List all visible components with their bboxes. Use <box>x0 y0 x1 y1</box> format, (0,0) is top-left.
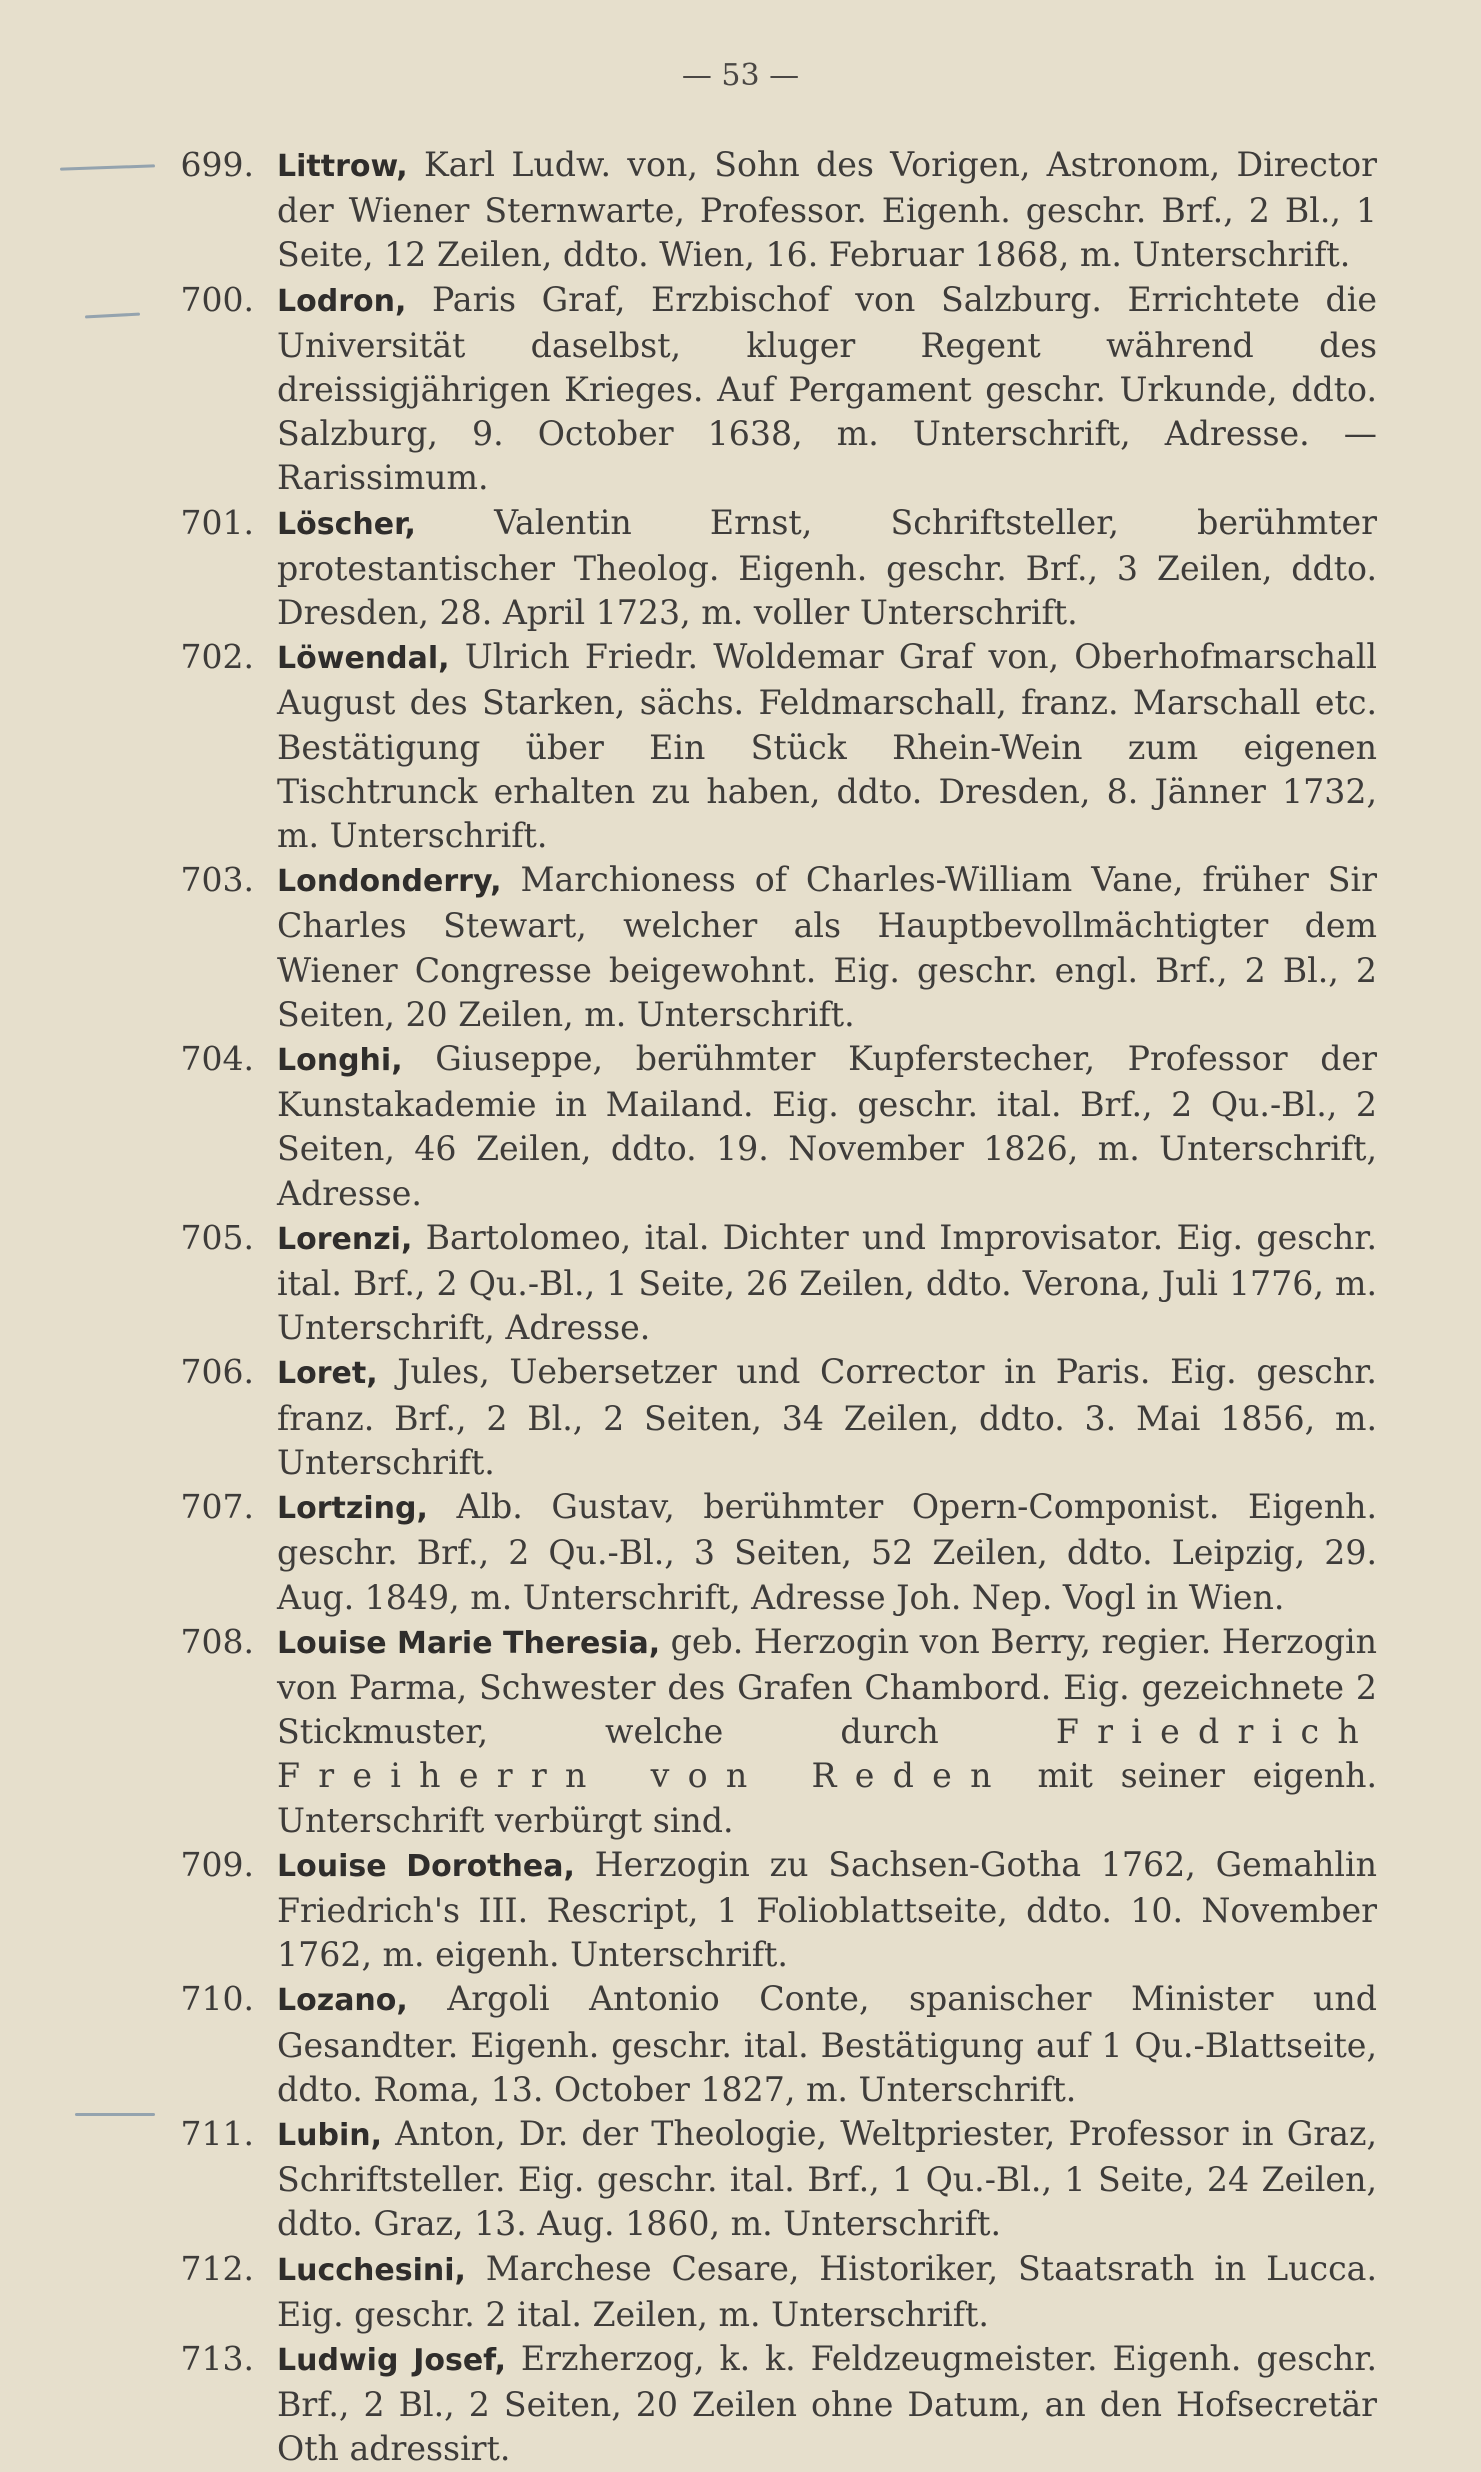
entry-number: 704. <box>180 1039 254 1079</box>
entry-text <box>277 858 1377 1037</box>
catalog-entry <box>180 635 1380 858</box>
entry-name: Lodron, <box>277 283 407 319</box>
entry-description: Argoli Antonio Conte, spanischer Minister und Gesandter. Eigenh. geschr. ital. Bestätigung auf 1 Qu.-Blattseite, ddto. Roma, 13. October 1827, m. Unterschrift. <box>277 1979 1377 2109</box>
entry-name: Löscher, <box>277 506 416 542</box>
entry-name: Löwendal, <box>277 641 450 677</box>
catalog-entry <box>180 1843 1380 1978</box>
entry-text <box>277 2247 1377 2337</box>
entry-name: Louise Dorothea, <box>277 1848 575 1884</box>
entry-description: Bartolomeo, ital. Dichter und Improvisator. Eig. geschr. ital. Brf., 2 Qu.-Bl., 1 Seite, 26 Zeilen, ddto. Verona, Juli 1776, m. Unterschrift, Adresse. <box>277 1217 1377 1348</box>
entry-text <box>277 1843 1377 1978</box>
entry-description: geb. Herzogin von Berry, regier. Herzogin von Parma, Schwester des Grafen Chambord. Eig. gezeichnete 2 Stickmuster, welche durch <box>277 1621 1377 1752</box>
entry-name: Ludwig Josef, <box>277 2342 506 2378</box>
entry-number: 708. <box>180 1621 254 1661</box>
entry-name: Longhi, <box>277 1043 403 1079</box>
entry-description-end: mit seiner eigenh. Unterschrift verbürgt sind. <box>277 1756 1378 1840</box>
entry-name: Lorenzi, <box>277 1221 413 1257</box>
entry-number: 709. <box>180 1844 254 1884</box>
entry-name: Lozano, <box>277 1983 408 2019</box>
entry-name: Lortzing, <box>277 1491 428 1527</box>
entry-text <box>277 278 1377 501</box>
entry-name: Loret, <box>277 1356 378 1392</box>
entry-text <box>277 635 1377 858</box>
entry-name: Londonderry, <box>277 864 502 900</box>
catalog-entries <box>180 143 1380 2472</box>
margin-pen-mark <box>75 2113 155 2116</box>
entry-description: Herzogin zu Sachsen-Gotha 1762, Gemahlin Friedrich's III. Rescript, 1 Folioblattseite, ddto. 10. November 1762, m. eigenh. Unterschrift. <box>277 1844 1377 1975</box>
entry-description: Marchese Cesare, Historiker, Staatsrath in Lucca. Eig. geschr. 2 ital. Zeilen, m. Unterschrift. <box>277 2248 1377 2334</box>
entry-number: 701. <box>180 502 254 542</box>
entry-text <box>277 1350 1377 1485</box>
entry-description: Anton, Dr. der Theologie, Weltpriester, Professor in Graz, Schriftsteller. Eig. geschr. ital. Brf., 1 Qu.-Bl., 1 Seite, 24 Zeilen, ddto. Graz, 13. Aug. 1860, m. Unterschrift. <box>277 2113 1377 2244</box>
catalog-entry <box>180 2112 1380 2247</box>
margin-pen-mark <box>60 164 155 170</box>
entry-name: Lucchesini, <box>277 2252 466 2288</box>
entry-number: 713. <box>180 2338 254 2378</box>
entry-text <box>277 1037 1377 1216</box>
catalog-entry <box>180 143 1380 278</box>
entry-number: 711. <box>180 2113 254 2153</box>
entry-number: 700. <box>180 279 254 319</box>
entry-text <box>277 1216 1377 1351</box>
entry-name: Lubin, <box>277 2117 382 2153</box>
margin-pen-mark <box>85 313 140 319</box>
catalog-entry <box>180 858 1380 1037</box>
entry-number: 710. <box>180 1979 254 2019</box>
entry-number: 703. <box>180 860 254 900</box>
entry-number: 702. <box>180 637 254 677</box>
entry-number: 699. <box>180 145 254 184</box>
catalog-entry <box>180 1216 1380 1351</box>
entry-text <box>277 1485 1377 1620</box>
entry-text <box>277 143 1377 278</box>
catalog-entry <box>180 1977 1380 2112</box>
entry-spaced-name: Friedrich Freiherrn von Reden <box>277 1712 1377 1796</box>
catalog-entry <box>180 1037 1380 1216</box>
entry-description: Paris Graf, Erzbischof von Salzburg. Errichtete die Universität daselbst, kluger Regent während des dreissigjährigen Krieges. Auf Pergament geschr. Urkunde, ddto. Salzburg, 9. October 1638, m. Unterschrift, Adresse. — Rarissimum. <box>277 279 1377 498</box>
entry-number: 712. <box>180 2248 254 2288</box>
catalog-entry <box>180 501 1380 636</box>
entry-description: Alb. Gustav, berühmter Opern-Componist. Eigenh. geschr. Brf., 2 Qu.-Bl., 3 Seiten, 52 Zeilen, ddto. Leipzig, 29. Aug. 1849, m. Unterschrift, Adresse Joh. Nep. Vogl in Wien. <box>277 1487 1377 1617</box>
catalog-entry <box>180 2337 1380 2472</box>
entry-number: 707. <box>180 1487 254 1527</box>
entry-text <box>277 501 1377 636</box>
entry-text <box>277 2337 1377 2472</box>
entry-number: 706. <box>180 1352 254 1392</box>
entry-text <box>277 1620 1377 1843</box>
entry-description: Jules, Uebersetzer und Corrector in Paris. Eig. geschr. franz. Brf., 2 Bl., 2 Seiten, 34 Zeilen, ddto. 3. Mai 1856, m. Unterschrift. <box>277 1352 1377 1482</box>
entry-description: Giuseppe, berühmter Kupferstecher, Professor der Kunstakademie in Mailand. Eig. geschr. ital. Brf., 2 Qu.-Bl., 2 Seiten, 46 Zeilen, ddto. 19. November 1826, m. Unterschrift, Adresse. <box>277 1039 1377 1213</box>
entry-number: 705. <box>180 1217 254 1257</box>
entry-name: Louise Marie Theresia, <box>277 1625 661 1661</box>
catalog-entry <box>180 1620 1380 1843</box>
entry-description: Ulrich Friedr. Woldemar Graf von, Oberhofmarschall August des Starken, sächs. Feldmarschall, franz. Marschall etc. Bestätigung über Ein Stück Rhein-Wein zum eigenen Tischtrunck erhalten zu haben, ddto. Dresden, 8. Jänner 1732, m. Unterschrift. <box>277 637 1377 856</box>
entry-name: Littrow, <box>277 149 408 184</box>
page-number: — 53 — <box>681 58 800 93</box>
entry-text <box>277 2112 1377 2247</box>
catalog-entry <box>180 1350 1380 1485</box>
entry-description: Valentin Ernst, Schriftsteller, berühmter protestantischer Theolog. Eigenh. geschr. Brf., 3 Zeilen, ddto. Dresden, 28. April 1723, m. voller Unterschrift. <box>277 502 1377 633</box>
catalog-entry <box>180 2247 1380 2337</box>
entry-text <box>277 1977 1377 2112</box>
catalog-entry <box>180 1485 1380 1620</box>
entry-description: Erzherzog, k. k. Feldzeugmeister. Eigenh. geschr. Brf., 2 Bl., 2 Seiten, 20 Zeilen ohne Datum, an den Hofsecretär Oth adressirt. <box>277 2338 1377 2469</box>
entry-description: Karl Ludw. von, Sohn des Vorigen, Astronom, Director der Wiener Sternwarte, Professor. Eigenh. geschr. Brf., 2 Bl., 1 Seite, 12 Zeilen, ddto. Wien, 16. Februar 1868, m. Unterschrift. <box>277 145 1377 275</box>
catalog-entry <box>180 278 1380 501</box>
entry-description: Marchioness of Charles-William Vane, früher Sir Charles Stewart, welcher als Hauptbevollmächtigter dem Wiener Congresse beigewohnt. Eig. geschr. engl. Brf., 2 Bl., 2 Seiten, 20 Zeilen, m. Unterschrift. <box>277 860 1377 1034</box>
